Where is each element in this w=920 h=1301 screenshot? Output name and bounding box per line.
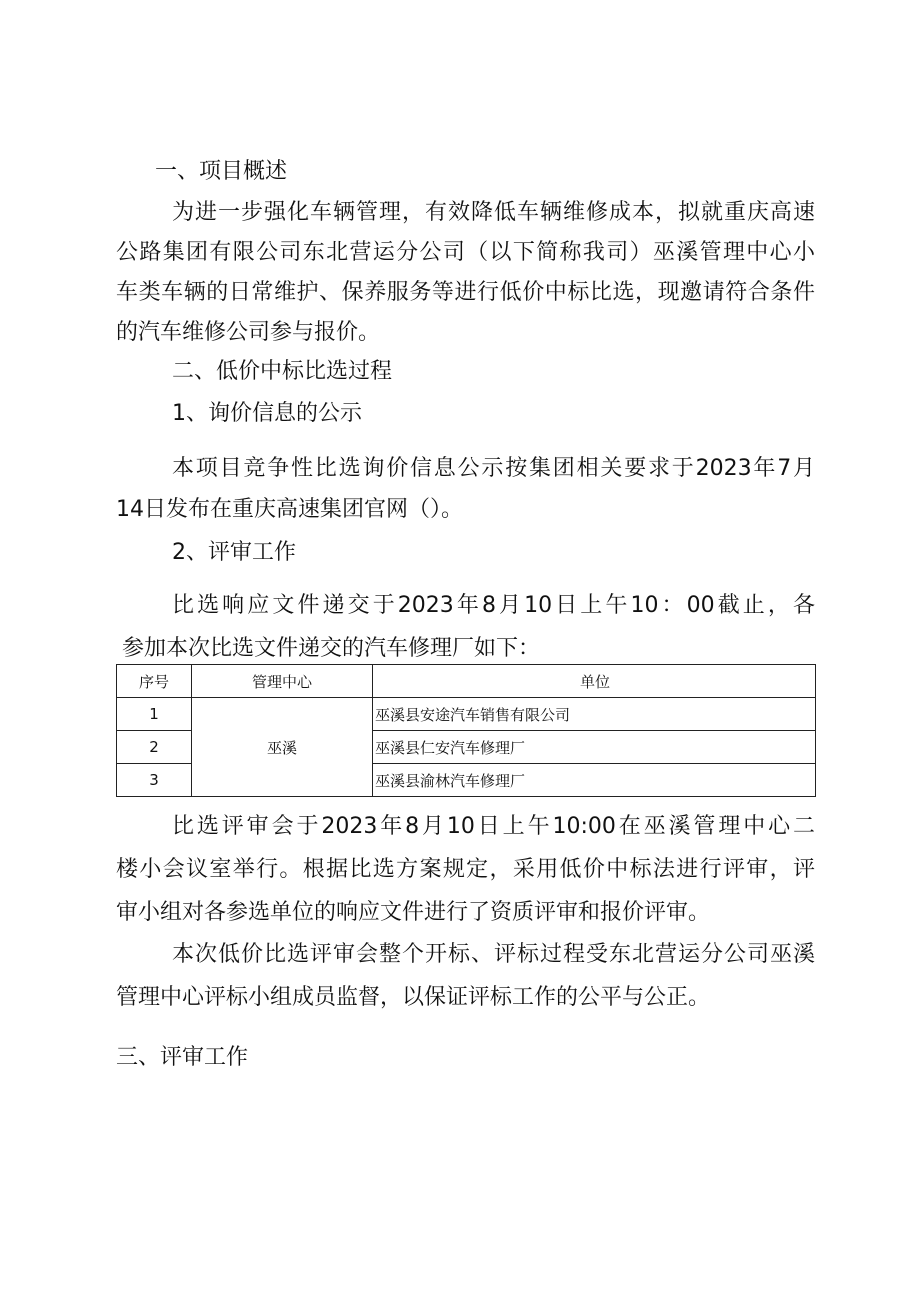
table-header-row	[117, 665, 816, 698]
subsection-2-heading: 2、评审工作	[172, 540, 296, 565]
paragraph-line: 的汽车维修公司参与报价。	[116, 320, 381, 345]
section-3-heading: 三、评审工作	[116, 1045, 249, 1070]
paragraph-line: 楼小会议室举行。根据比选方案规定，采用低价中标法进行评审，评	[116, 857, 815, 882]
row-unit: 巫溪县安途汽车销售有限公司	[373, 698, 816, 731]
paragraph-line: 本次低价比选评审会整个开标、评标过程受东北营运分公司巫溪	[172, 942, 815, 967]
row-seq: 3	[117, 764, 192, 797]
paragraph-line: 14日发布在重庆高速集团官网（）。	[116, 497, 463, 522]
table-row	[117, 698, 816, 731]
header-seq: 序号	[117, 665, 192, 698]
section-1-heading: 一、项目概述	[155, 159, 288, 184]
management-center-cell: 巫溪	[192, 698, 373, 797]
header-unit: 单位	[373, 665, 816, 698]
bidders-table	[116, 664, 816, 797]
paragraph-line: 本项目竞争性比选询价信息公示按集团相关要求于2023年7月	[172, 456, 815, 481]
row-seq: 2	[117, 731, 192, 764]
paragraph-line: 比选评审会于2023年8月10日上午10:00在巫溪管理中心二	[172, 814, 815, 839]
header-center: 管理中心	[192, 665, 373, 698]
paragraph-line: 为进一步强化车辆管理，有效降低车辆维修成本，拟就重庆高速	[172, 200, 815, 225]
paragraph-line: 参加本次比选文件递交的汽车修理厂如下：	[122, 636, 541, 661]
paragraph-line: 比选响应文件递交于2023年8月10日上午10：00截止，各	[172, 593, 815, 618]
paragraph-line: 管理中心评标小组成员监督，以保证评标工作的公平与公正。	[116, 985, 711, 1010]
subsection-1-heading: 1、询价信息的公示	[172, 401, 362, 426]
paragraph-line: 审小组对各参选单位的响应文件进行了资质评审和报价评审。	[116, 900, 711, 925]
paragraph-line: 车类车辆的日常维护、保养服务等进行低价中标比选，现邀请符合条件	[116, 280, 815, 305]
section-2-heading: 二、低价中标比选过程	[172, 359, 393, 384]
row-unit: 巫溪县仁安汽车修理厂	[373, 731, 816, 764]
row-unit: 巫溪县渝林汽车修理厂	[373, 764, 816, 797]
paragraph-line: 公路集团有限公司东北营运分公司（以下简称我司）巫溪管理中心小	[116, 240, 815, 265]
row-seq: 1	[117, 698, 192, 731]
